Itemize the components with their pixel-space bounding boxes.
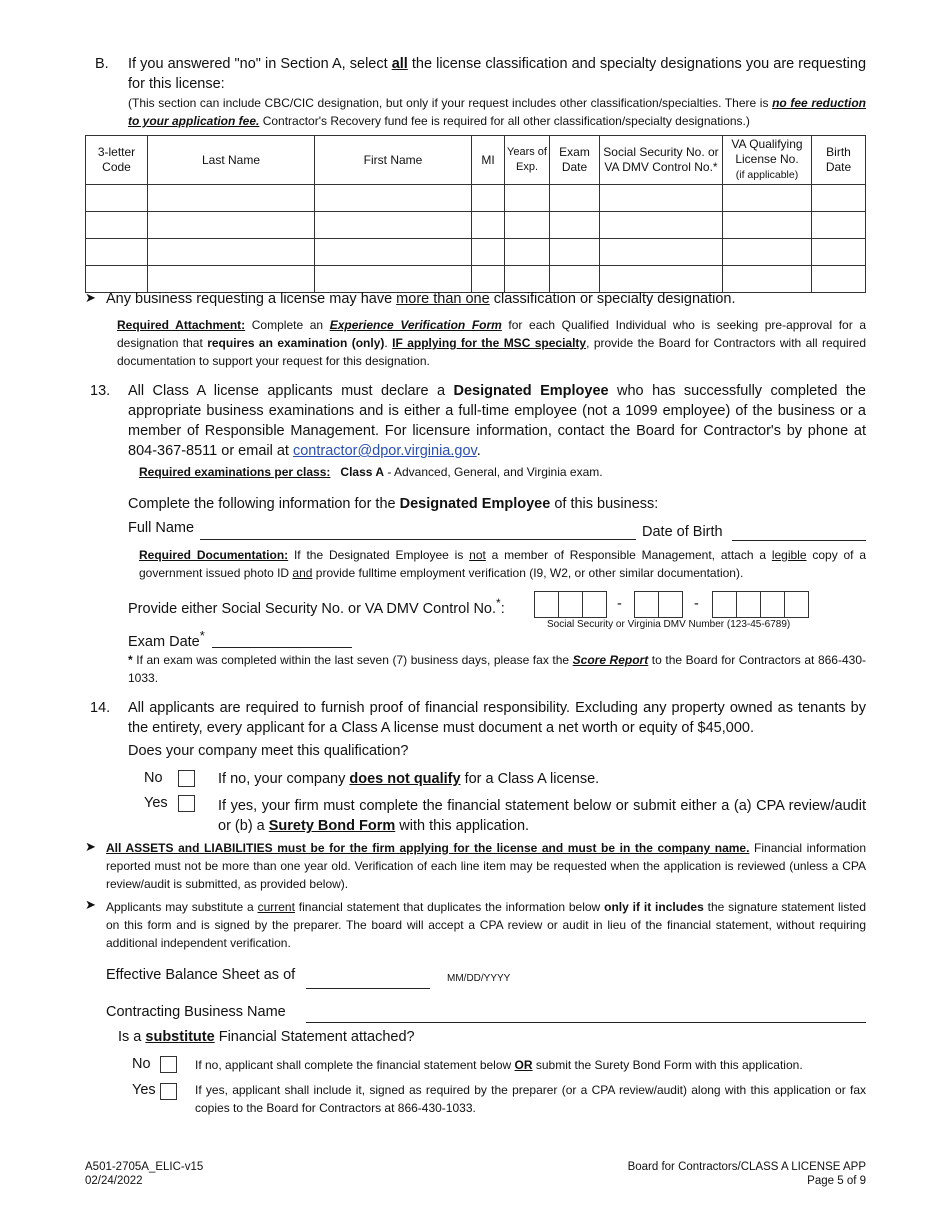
ssn-digit-box[interactable] xyxy=(712,591,737,618)
substitute-statement-bullet: Applicants may substitute a current financial statement that duplicates the information below only if it includes the signature statement listed on this form and is signed by the preparer. The board will accept a CPA review or audit in lieu of the financial statement, without requiring additional independent verification. xyxy=(106,900,867,950)
exam-date-label: Exam Date* xyxy=(128,628,205,650)
header-birth-date: Birth Date xyxy=(812,136,866,185)
substitute-yes-text: If yes, applicant shall include it, signed as required by the preparer (or a CPA review/audit) along with this application or fax copies to the Board for Contractors at 866-430-1033. xyxy=(195,1083,866,1115)
date-format-hint: MM/DD/YYYY xyxy=(447,973,511,984)
table-cell[interactable] xyxy=(86,239,148,266)
table-cell[interactable] xyxy=(812,212,866,239)
business-name-label: Contracting Business Name xyxy=(106,1004,286,1020)
q13-complete-instructions: Complete the following information for the Designated Employee of this business: xyxy=(128,496,659,512)
q14-yes-text: If yes, your firm must complete the financial statement below or submit either a (a) CPA review/audit or (b) a Surety Bond Form with this application. xyxy=(218,798,866,834)
table-cell[interactable] xyxy=(505,185,550,212)
table-cell[interactable] xyxy=(472,212,505,239)
business-name-field[interactable] xyxy=(306,1022,866,1023)
table-row xyxy=(86,239,866,266)
section-b-intro: If you answered "no" in Section A, select all the license classification and specialty designations you are requesting for this license: xyxy=(128,56,867,92)
q13-text: All Class A license applicants must declare a Designated Employee who has successfully completed the appropriate business examinations and is either a full-time employee (not a 1099 employee) of the business or a member of Responsible Management. For licensure information, contact the Board for Contractor's by phone at 804-367-8511 or email at contractor@dpor.virginia.gov. xyxy=(128,383,866,459)
email-link[interactable]: contractor@dpor.virginia.gov xyxy=(292,443,477,459)
table-cell[interactable] xyxy=(550,239,600,266)
q14-no-label: No xyxy=(144,770,163,786)
assets-liabilities-bullet: All ASSETS and LIABILITIES must be for the firm applying for the license and must be in the company name. Financial information reported must not be more than one year old. Verification of each line item may be requested when the application is reviewed (unless a CPA review/audit is submitted, as provided below). xyxy=(106,841,866,891)
ssn-caption: Social Security or Virginia DMV Number (123-45-6789) xyxy=(547,619,791,630)
substitute-no-label: No xyxy=(132,1056,151,1072)
table-cell[interactable] xyxy=(600,239,723,266)
table-row xyxy=(86,185,866,212)
table-cell[interactable] xyxy=(723,212,812,239)
ssn-digit-box[interactable] xyxy=(658,591,683,618)
q14-no-checkbox[interactable] xyxy=(178,770,195,787)
ssn-digit-box[interactable] xyxy=(736,591,761,618)
dob-field[interactable] xyxy=(732,540,866,541)
header-code: 3-letter Code xyxy=(86,136,148,185)
form-id: A501-2705A_ELIC-v15 xyxy=(85,1161,204,1173)
ssn-digit-box[interactable] xyxy=(634,591,659,618)
header-years-exp: Years of Exp. xyxy=(505,136,550,185)
table-cell[interactable] xyxy=(86,185,148,212)
substitute-no-text: If no, applicant shall complete the financial statement below OR submit the Surety Bond Form with this application. xyxy=(195,1058,803,1072)
form-date: 02/24/2022 xyxy=(85,1175,143,1187)
exam-footnote: * If an exam was completed within the last seven (7) business days, please fax the Score Report to the Board for Contractors at 866-430-1033. xyxy=(128,653,866,685)
ssn-digit-box[interactable] xyxy=(582,591,607,618)
full-name-field[interactable] xyxy=(200,539,636,540)
table-cell[interactable] xyxy=(472,239,505,266)
section-b-note: (This section can include CBC/CIC designation, but only if your request includes other classification/specialties. There is no fee reduction to your application fee. Contractor's Recovery fund fee is required for all other classification/specialty designations.) xyxy=(128,96,866,128)
section-b-letter: B. xyxy=(95,56,109,72)
table-cell[interactable] xyxy=(550,212,600,239)
ssn-digit-box[interactable] xyxy=(784,591,809,618)
table-cell[interactable] xyxy=(505,239,550,266)
table-cell[interactable] xyxy=(600,212,723,239)
exam-date-field[interactable] xyxy=(212,647,352,648)
header-ssn: Social Security No. or VA DMV Control No.* xyxy=(600,136,723,185)
header-exam-date: Exam Date xyxy=(550,136,600,185)
table-cell[interactable] xyxy=(315,239,472,266)
q14-question: Does your company meet this qualification? xyxy=(128,743,409,759)
ssn-dash: - xyxy=(694,596,699,612)
ssn-digit-box[interactable] xyxy=(534,591,559,618)
ssn-digit-box[interactable] xyxy=(760,591,785,618)
bullet-arrow-icon: ➤ xyxy=(85,897,96,912)
q14-no-text: If no, your company does not qualify for a Class A license. xyxy=(218,771,600,787)
full-name-label: Full Name xyxy=(128,520,195,536)
table-cell[interactable] xyxy=(812,185,866,212)
dob-label: Date of Birth xyxy=(642,524,723,540)
footer-right xyxy=(628,1160,866,1188)
ssn-digit-box[interactable] xyxy=(558,591,583,618)
table-cell[interactable] xyxy=(600,185,723,212)
substitute-yes-checkbox[interactable] xyxy=(160,1083,177,1100)
q14-text: All applicants are required to furnish proof of financial responsibility. Excluding any property owned as tenants by the entirety, every applicant for a Class A license must document a net worth or equity of $45,000. xyxy=(128,700,866,736)
table-cell[interactable] xyxy=(723,239,812,266)
table-cell[interactable] xyxy=(812,239,866,266)
substitute-yes-label: Yes xyxy=(132,1082,156,1098)
substitute-question: Is a substitute Financial Statement attached? xyxy=(118,1029,415,1045)
bullet-arrow-icon: ➤ xyxy=(85,290,96,305)
footer-left xyxy=(85,1160,203,1188)
table-cell[interactable] xyxy=(550,185,600,212)
multi-classification-bullet: Any business requesting a license may have more than one classification or specialty designation. xyxy=(106,291,736,307)
q14-yes-checkbox[interactable] xyxy=(178,795,195,812)
header-mi: MI xyxy=(472,136,505,185)
board-name: Board for Contractors/CLASS A LICENSE APP xyxy=(627,1161,866,1173)
classification-table xyxy=(85,135,866,293)
substitute-no-checkbox[interactable] xyxy=(160,1056,177,1073)
page-number: Page 5 of 9 xyxy=(807,1175,866,1187)
q14-number: 14. xyxy=(90,700,111,716)
q14-yes-label: Yes xyxy=(144,795,168,811)
bullet-arrow-icon: ➤ xyxy=(85,839,96,854)
required-documentation: Required Documentation: If the Designated Employee is not a member of Responsible Management, attach a legible copy of a government issued photo ID and provide fulltime employment verification (I9, W2, or other similar documentation). xyxy=(139,548,867,580)
header-last-name: Last Name xyxy=(148,136,315,185)
q13-number: 13. xyxy=(90,383,111,399)
table-cell[interactable] xyxy=(148,212,315,239)
table-cell[interactable] xyxy=(723,185,812,212)
q13-exam-requirements: Required examinations per class: Class A - Advanced, General, and Virginia exam. xyxy=(139,465,603,479)
table-cell[interactable] xyxy=(148,185,315,212)
header-first-name: First Name xyxy=(315,136,472,185)
table-cell[interactable] xyxy=(315,212,472,239)
table-cell[interactable] xyxy=(505,212,550,239)
table-cell[interactable] xyxy=(315,185,472,212)
required-attachment: Required Attachment: Complete an Experience Verification Form for each Qualified Individual who is seeking pre-approval for a designation that requires an examination (only). IF applying for the MSC specialty, provide the Board for Contractors with all required documentation to support your request for this designation. xyxy=(117,318,867,368)
balance-sheet-label: Effective Balance Sheet as of xyxy=(106,967,296,983)
header-va-license: VA Qualifying License No. (if applicable) xyxy=(723,136,812,185)
table-cell[interactable] xyxy=(86,212,148,239)
table-row xyxy=(86,212,866,239)
table-cell[interactable] xyxy=(472,185,505,212)
ssn-label: Provide either Social Security No. or VA DMV Control No.*: xyxy=(128,596,505,617)
ssn-dash: - xyxy=(617,596,622,612)
balance-sheet-date-field[interactable] xyxy=(306,988,430,989)
table-cell[interactable] xyxy=(148,239,315,266)
